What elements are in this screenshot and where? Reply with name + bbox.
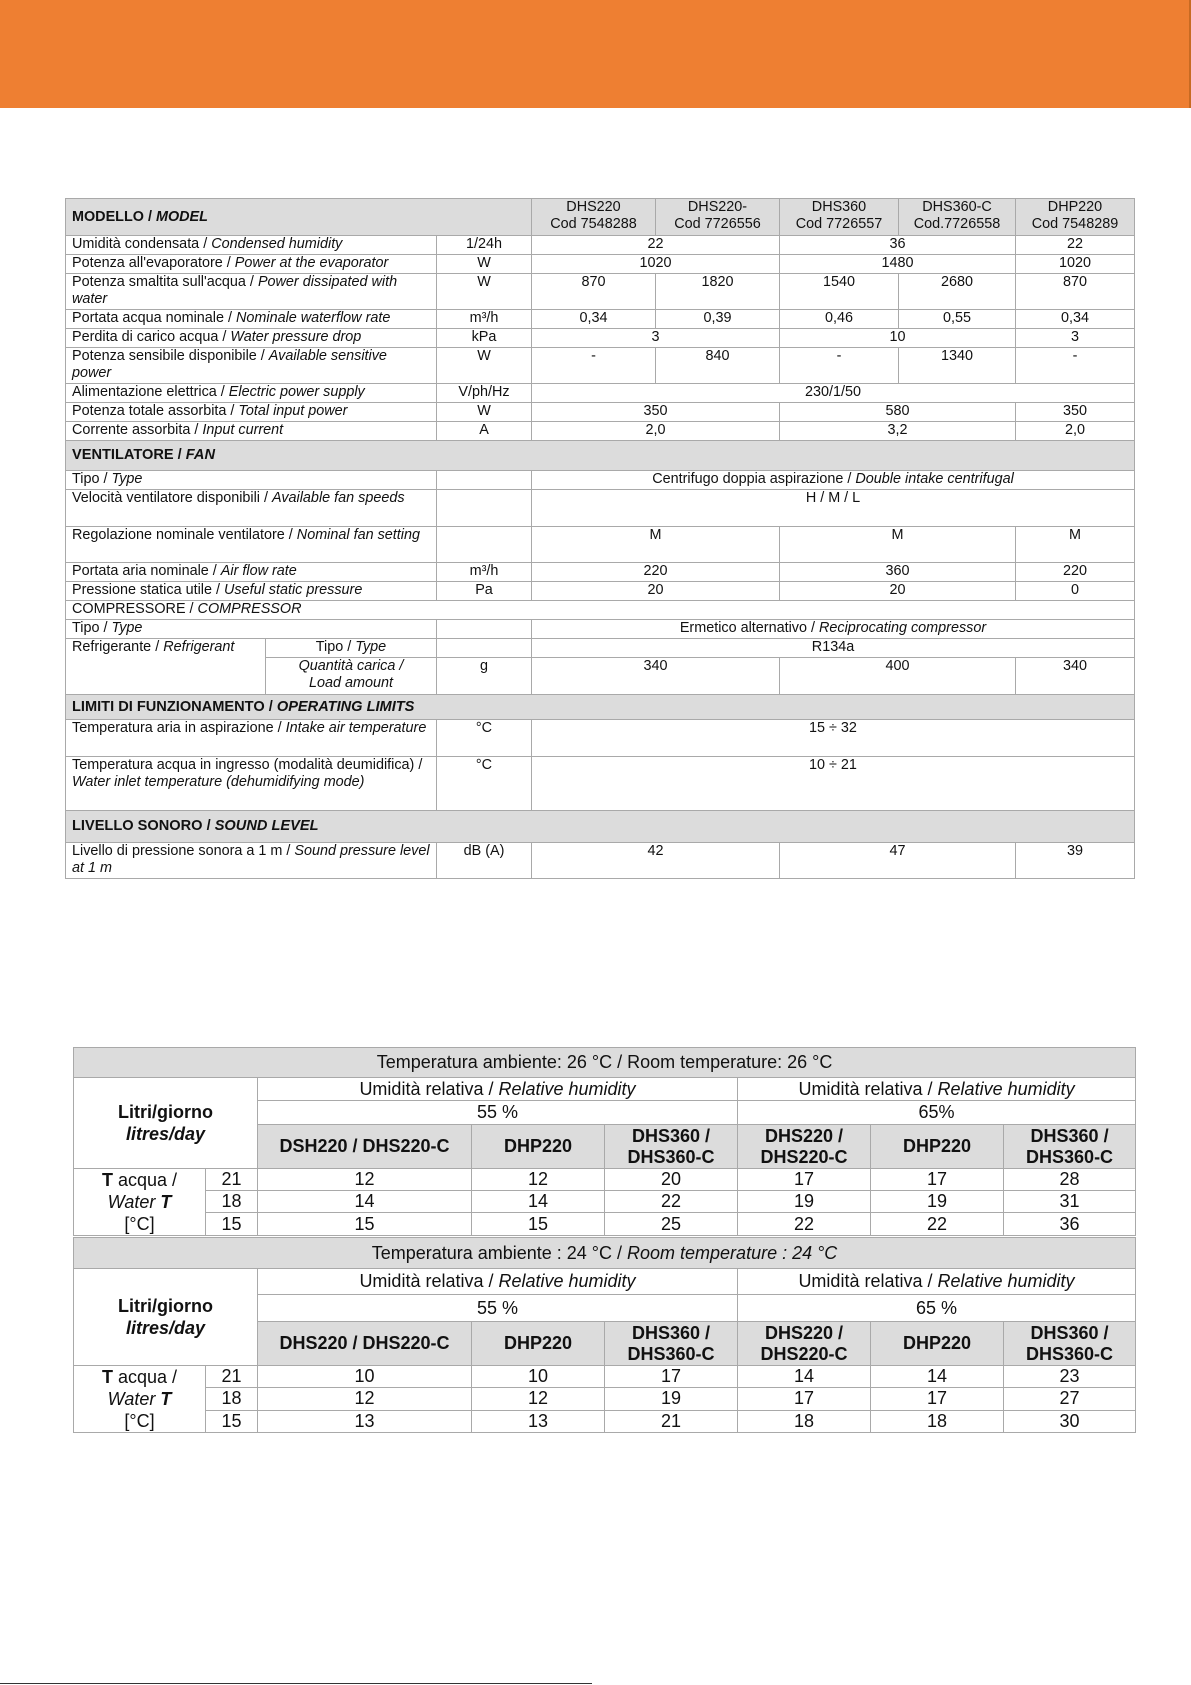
performance-table-26c — [73, 1047, 1136, 1236]
row-power-supply: Alimentazione elettrica / Electric power supply V/ph/Hz 230/1/50 — [66, 384, 1135, 403]
model-col: DHS220 Cod 7548288 — [532, 199, 656, 236]
row-power-dissipated: Potenza smaltita sull'acqua / Power dissipated with water W 870 1820 1540 2680 870 — [66, 274, 1135, 310]
row-pressure-drop: Perdita di carico acqua / Water pressure drop kPa 3 10 3 — [66, 329, 1135, 348]
model-header: DHS220 / DHS220-C — [738, 1125, 871, 1169]
model-col: DHS360 Cod 7726557 — [780, 199, 899, 236]
model-header: DHS360 / DHS360-C — [1004, 1322, 1136, 1366]
model-header: DHS360 / DHS360-C — [605, 1322, 738, 1366]
table-row: 18 14 14 22 19 19 31 — [74, 1191, 1136, 1213]
row-input-current: Corrente assorbita / Input current A 2,0 3,2 2,0 — [66, 422, 1135, 441]
spec-table — [65, 198, 1135, 879]
row-fan-speeds: Velocità ventilatore disponibili / Available fan speeds H / M / L — [66, 490, 1135, 527]
row-static-pressure: Pressione statica utile / Useful static pressure Pa 20 20 0 — [66, 582, 1135, 601]
litres-per-day-label: Litri/giorno litres/day — [74, 1269, 258, 1366]
table-row: 15 13 13 21 18 18 30 — [74, 1410, 1136, 1432]
rh-value: 65% — [738, 1101, 1136, 1125]
performance-table-24c — [73, 1237, 1136, 1433]
model-header-row — [66, 199, 1135, 236]
model-header: DHP220 — [871, 1125, 1004, 1169]
section-operating-limits: LIMITI DI FUNZIONAMENTO / OPERATING LIMITS — [66, 695, 1135, 720]
table-title: Temperatura ambiente: 26 °C / Room temperature: 26 °C — [74, 1048, 1136, 1078]
section-compressor: COMPRESSORE / COMPRESSOR — [66, 601, 1135, 620]
row-air-flow: Portata aria nominale / Air flow rate m³/h 220 360 220 — [66, 563, 1135, 582]
model-label: MODELLO / MODEL — [66, 199, 532, 236]
model-header: DHS360 / DHS360-C — [1004, 1125, 1136, 1169]
row-intake-air-temp: Temperatura aria in aspirazione / Intake air temperature °C 15 ÷ 32 — [66, 720, 1135, 757]
model-header: DHS220 / DHS220-C — [258, 1322, 472, 1366]
table-title: Temperatura ambiente : 24 °C / Room temperature : 24 °C — [74, 1238, 1136, 1269]
model-col: DHP220 Cod 7548289 — [1016, 199, 1135, 236]
row-input-power: Potenza totale assorbita / Total input power W 350 580 350 — [66, 403, 1135, 422]
rh-header: Umidità relativa / Relative humidity — [258, 1078, 738, 1101]
model-header: DHP220 — [871, 1322, 1004, 1366]
header-bar — [0, 0, 1191, 108]
model-header: DHP220 — [472, 1125, 605, 1169]
model-header: DHS220 / DHS220-C — [738, 1322, 871, 1366]
row-water-inlet-temp: Temperatura acqua in ingresso (modalità deumidifica) / Water inlet temperature (dehumidifying mode) °C 10 ÷ 21 — [66, 757, 1135, 811]
row-compressor-type: Tipo / Type Ermetico alternativo / Reciprocating compressor — [66, 620, 1135, 639]
section-fan: VENTILATORE / FAN — [66, 441, 1135, 471]
rh-value: 55 % — [258, 1295, 738, 1322]
rh-value: 65 % — [738, 1295, 1136, 1322]
row-sensitive-power: Potenza sensibile disponibile / Available sensitive power W - 840 - 1340 - — [66, 348, 1135, 384]
water-temp-label: T acqua / Water T [°C] — [74, 1366, 206, 1433]
model-header: DHS360 / DHS360-C — [605, 1125, 738, 1169]
row-evaporator-power: Potenza all'evaporatore / Power at the evaporator W 1020 1480 1020 — [66, 255, 1135, 274]
row-condensed-humidity: Umidità condensata / Condensed humidity 1/24h 22 36 22 — [66, 236, 1135, 255]
section-sound-level: LIVELLO SONORO / SOUND LEVEL — [66, 811, 1135, 843]
table-row: T acqua / Water T [°C] 21 12 12 20 17 17 28 — [74, 1169, 1136, 1191]
row-sound-pressure: Livello di pressione sonora a 1 m / Sound pressure level at 1 m dB (A) 42 47 39 — [66, 843, 1135, 879]
rh-header: Umidità relativa / Relative humidity — [738, 1269, 1136, 1295]
table-row: 15 15 15 25 22 22 36 — [74, 1213, 1136, 1236]
row-load-amount: Quantità carica / Load amount g 340 400 340 — [66, 658, 1135, 695]
row-waterflow: Portata acqua nominale / Nominale waterflow rate m³/h 0,34 0,39 0,46 0,55 0,34 — [66, 310, 1135, 329]
model-col: DHS220- Cod 7726556 — [656, 199, 780, 236]
rh-header: Umidità relativa / Relative humidity — [258, 1269, 738, 1295]
table-row: T acqua / Water T [°C] 21 10 10 17 14 14 23 — [74, 1366, 1136, 1388]
row-refrigerant-type: Refrigerante / Refrigerant Tipo / Type R134a — [66, 639, 1135, 658]
row-fan-type: Tipo / Type Centrifugo doppia aspirazione / Double intake centrifugal — [66, 471, 1135, 490]
table-row: 18 12 12 19 17 17 27 — [74, 1388, 1136, 1410]
model-col: DHS360-C Cod.7726558 — [899, 199, 1016, 236]
model-header: DHP220 — [472, 1322, 605, 1366]
row-fan-setting: Regolazione nominale ventilatore / Nominal fan setting M M M — [66, 527, 1135, 563]
litres-per-day-label: Litri/giorno litres/day — [74, 1078, 258, 1169]
footer-rule — [0, 1683, 592, 1684]
model-header: DSH220 / DHS220-C — [258, 1125, 472, 1169]
rh-value: 55 % — [258, 1101, 738, 1125]
water-temp-label: T acqua / Water T [°C] — [74, 1169, 206, 1236]
rh-header: Umidità relativa / Relative humidity — [738, 1078, 1136, 1101]
